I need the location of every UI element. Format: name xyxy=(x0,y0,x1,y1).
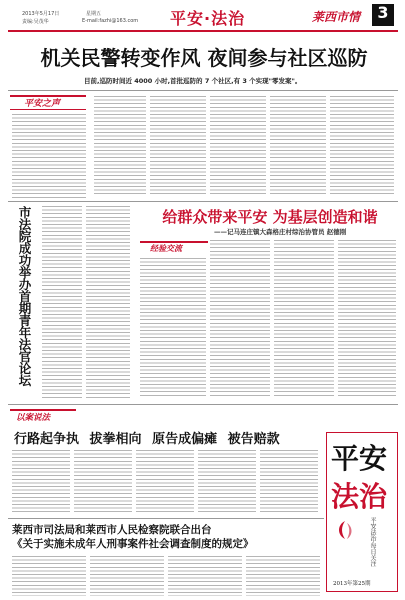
page-number: 3 xyxy=(377,3,389,22)
case-headline-part-3: 原告成偏瘫 xyxy=(152,432,218,447)
editor-email: E-mail:fazhi@163.com xyxy=(82,18,139,24)
masthead-rule xyxy=(8,30,398,32)
case-body-col-2 xyxy=(74,450,132,514)
brand-logo xyxy=(335,519,355,541)
editor: 责编:吴茂华 xyxy=(22,19,49,25)
feature-body-col-1 xyxy=(140,258,206,398)
bottom-body-col-2 xyxy=(90,556,164,596)
pingan-body-text xyxy=(12,114,86,198)
lead-body-col-2 xyxy=(150,96,206,196)
lead-body-col-4 xyxy=(270,96,326,196)
middle-divider xyxy=(8,404,398,405)
feature-body-col-4 xyxy=(338,240,396,398)
case-headline-part-4: 被告赔款 xyxy=(227,432,280,447)
jingyan-label: 经验交流 xyxy=(150,243,182,253)
brand-block xyxy=(326,432,398,592)
case-body-col-3 xyxy=(136,450,194,514)
lead-headline: 机关民警转变作风 夜间参与社区巡防 xyxy=(40,46,368,70)
brand-date: 2013年第25期 xyxy=(333,581,371,587)
lead-body-col-5 xyxy=(330,96,394,196)
case-body-col-4 xyxy=(198,450,256,514)
bottom-body-col-3 xyxy=(168,556,242,596)
lead-body-col-3 xyxy=(210,96,266,196)
brand-subtitle: 平安法治·每日关注 xyxy=(369,517,376,567)
lead-divider xyxy=(8,90,398,91)
case-headline xyxy=(14,428,344,447)
masthead xyxy=(0,0,405,38)
pingan-label: 平安之声 xyxy=(24,99,61,109)
swirl-logo-icon xyxy=(335,519,355,541)
case-headline-part-2: 拔拳相向 xyxy=(89,432,142,447)
lead-body-col-1 xyxy=(94,96,146,196)
issue-weekday: 星期五 xyxy=(86,11,102,17)
upper-divider xyxy=(8,201,398,202)
feature-headline: 给群众带来平安 为基层创造和谐 xyxy=(162,208,378,226)
bottom-body-col-1 xyxy=(12,556,86,596)
issue-date: 2013年5月17日 xyxy=(22,11,60,17)
side-story-body-1 xyxy=(42,206,82,400)
case-body-col-1 xyxy=(12,450,70,514)
section-title: 平安·法治 xyxy=(170,9,246,28)
side-story-body-2 xyxy=(86,206,130,400)
side-story-headline: 市法院成功举办首期青年法官论坛 xyxy=(17,206,32,386)
case-headline-part-1: 行路起争执 xyxy=(14,432,80,447)
feature-byline: ——记马连庄镇大森格庄村综治协管员 赵德刚 xyxy=(214,228,347,236)
feature-body-col-3 xyxy=(274,240,334,398)
feature-body-col-2 xyxy=(210,240,270,398)
case-label: 以案说法 xyxy=(16,413,51,423)
bottom-divider xyxy=(8,518,324,519)
bottom-headline-1: 莱西市司法局和莱西市人民检察院联合出台 xyxy=(12,524,212,536)
brand-title-2: 法治 xyxy=(331,480,388,513)
paper-name: 莱西市情 xyxy=(312,10,361,24)
brand-title-1: 平安 xyxy=(331,442,388,475)
case-body-col-5 xyxy=(260,450,318,514)
bottom-headline-2: 《关于实施未成年人刑事案件社会调查制度的规定》 xyxy=(12,538,254,550)
bottom-body-col-4 xyxy=(246,556,320,596)
lead-subhead: 目前,巡防时间近 4000 小时,首批巡防的 7 个社区,有 3 个实现"零发案"。 xyxy=(84,77,302,85)
